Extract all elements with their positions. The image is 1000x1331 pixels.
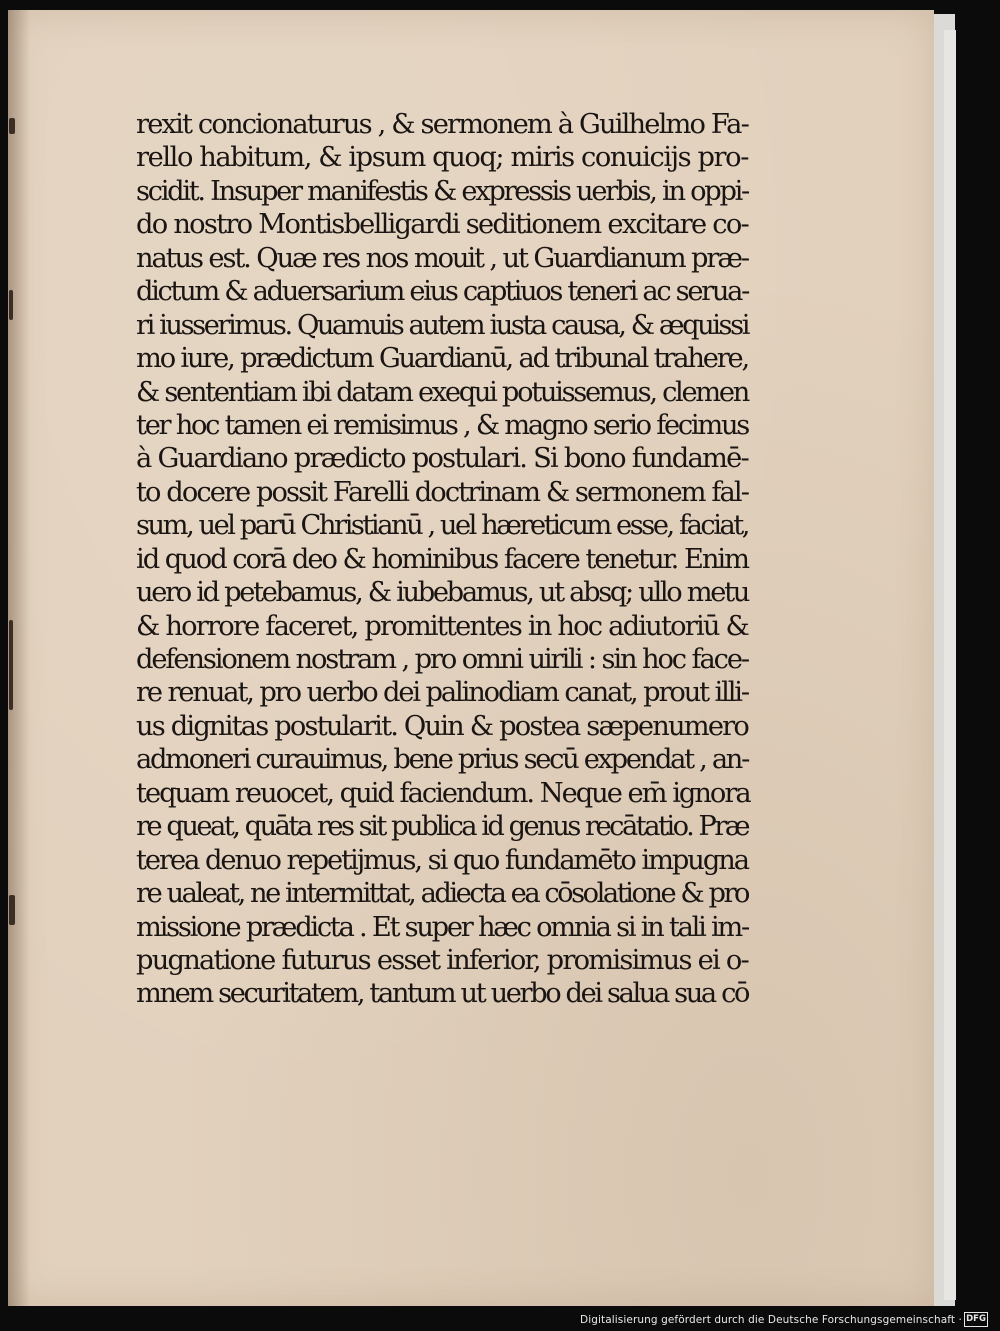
- text-line: missione prædicta . Et super hæc omnia si in tali im-: [136, 911, 748, 943]
- text-line: admoneri curauimus, bene prius secū expendat , an-: [136, 744, 748, 776]
- text-line: ter hoc tamen ei remisimus , & magno serio fecimus: [136, 409, 748, 441]
- text-line: dictum & aduersarium eius captiuos teneri ac serua-: [136, 276, 748, 308]
- text-line: re ualeat, ne intermittat, adiecta ea cōsolatione & pro: [136, 878, 748, 910]
- text-line: re queat, quāta res sit publica id genus recātatio. Præ: [136, 811, 748, 843]
- binding-thread-mark: [9, 620, 13, 710]
- text-line: pugnatione futurus esset inferior, promisimus ei o-: [136, 944, 748, 976]
- text-line: us dignitas postularit. Quin & postea sæpenumero: [136, 710, 748, 742]
- text-line: rexit concionaturus , & sermonem à Guilhelmo Fa-: [136, 109, 748, 140]
- text-line: re renuat, pro uerbo dei palinodiam canat, prout illi-: [136, 677, 748, 709]
- text-line: terea denuo repetijmus, si quo fundamēto impugna: [136, 844, 748, 876]
- text-line: mo iure, prædictum Guardianū, ad tribunal trahere,: [136, 343, 748, 375]
- text-line: scidit. Insuper manifestis & expressis uerbis, in oppi-: [136, 175, 748, 207]
- text-line: & sententiam ibi datam exequi potuissemus, clemen: [136, 376, 748, 408]
- text-line: do nostro Montisbelligardi seditionem excitare co-: [136, 209, 748, 241]
- funding-credit: Digitalisierung gefördert durch die Deutsche Forschungsgemeinschaft ·: [580, 1314, 962, 1326]
- binding-thread-mark: [9, 118, 15, 134]
- text-line: & horrore faceret, promittentes in hoc adiutoriū &: [136, 610, 748, 642]
- dfg-logo: DFG: [964, 1312, 988, 1327]
- body-text: [136, 108, 748, 1011]
- binding-thread-mark: [9, 895, 15, 925]
- text-line: mnem securitatem, tantum ut uerbo dei salua sua cō: [136, 978, 748, 1010]
- text-line: sum, uel parū Christianū , uel hæreticum esse, faciat,: [136, 510, 748, 542]
- binding-thread-mark: [9, 290, 13, 320]
- text-line: à Guardiano prædicto postulari. Si bono fundamē-: [136, 443, 748, 475]
- text-line: natus est. Quæ res nos mouit , ut Guardianum præ-: [136, 242, 748, 274]
- next-page-edge-inner: [944, 30, 956, 1300]
- text-line: id quod corā deo & hominibus facere tenetur. Enim: [136, 543, 748, 575]
- text-line: uero id petebamus, & iubebamus, ut absq; ullo metu: [136, 577, 748, 609]
- text-line: tequam reuocet, quid faciendum. Neque em̄ ignora: [136, 777, 750, 809]
- text-line: to docere possit Farelli doctrinam & sermonem fal-: [136, 476, 748, 508]
- text-line: rello habitum, & ipsum quoq; miris conuicijs pro-: [136, 142, 748, 174]
- text-line: ri iusserimus. Quamuis autem iusta causa, & æquissi: [136, 309, 748, 341]
- text-line: defensionem nostram , pro omni uirili : sin hoc face-: [136, 644, 748, 675]
